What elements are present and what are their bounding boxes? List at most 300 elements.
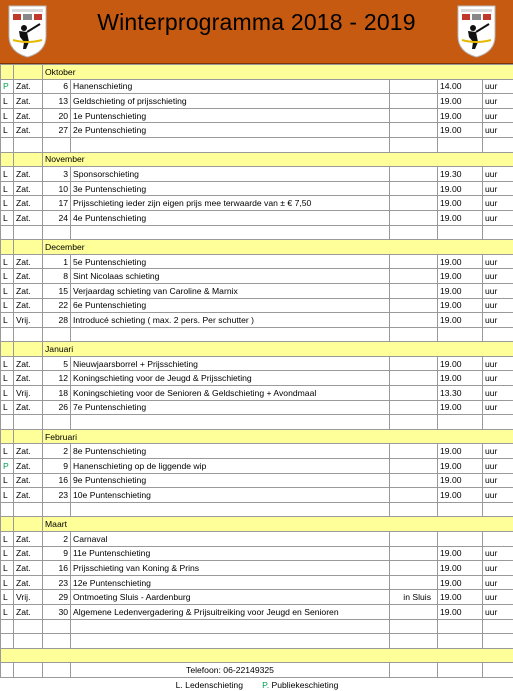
- empty-cell: [14, 225, 43, 240]
- event-date: 3: [43, 167, 71, 182]
- event-row: [1, 254, 513, 269]
- blank-row: [1, 137, 513, 152]
- event-weekday: Vrij.: [14, 590, 43, 605]
- event-time-unit: uur: [483, 181, 513, 196]
- empty-cell: [14, 327, 43, 342]
- event-row: [1, 283, 513, 298]
- event-time: 19.00: [438, 604, 483, 619]
- event-time-unit: uur: [483, 590, 513, 605]
- empty-cell: [71, 225, 390, 240]
- legend-publiekeschieting: P. Publiekeschieting: [262, 680, 338, 690]
- empty-cell: [14, 415, 43, 430]
- event-location-note: [390, 473, 438, 488]
- event-date: 28: [43, 313, 71, 328]
- empty-cell: [43, 327, 71, 342]
- empty-cell: [14, 634, 43, 649]
- event-description: 2e Puntenschieting: [71, 123, 390, 138]
- event-location-note: [390, 546, 438, 561]
- event-time-unit: uur: [483, 386, 513, 401]
- empty-cell: [390, 619, 438, 634]
- event-weekday: Vrij.: [14, 313, 43, 328]
- event-description: 5e Puntenschieting: [71, 254, 390, 269]
- event-description: 11e Puntenschieting: [71, 546, 390, 561]
- event-weekday: Zat.: [14, 108, 43, 123]
- event-time-unit: uur: [483, 254, 513, 269]
- blank-row: [1, 415, 513, 430]
- empty-cell: [438, 415, 483, 430]
- blank-row: [1, 619, 513, 634]
- empty-cell: [71, 619, 390, 634]
- event-location-note: [390, 532, 438, 547]
- event-date: 23: [43, 488, 71, 503]
- empty-cell: [14, 342, 43, 357]
- event-location-note: [390, 123, 438, 138]
- event-date: 16: [43, 561, 71, 576]
- club-emblem-icon: [456, 4, 497, 59]
- legend: [1, 677, 513, 691]
- month-name: November: [43, 152, 513, 167]
- event-time-unit: uur: [483, 298, 513, 313]
- empty-cell: [43, 502, 71, 517]
- month-name: Januari: [43, 342, 513, 357]
- event-description: Hanenschieting op de liggende wip: [71, 459, 390, 474]
- event-time-unit: uur: [483, 400, 513, 415]
- empty-cell: [483, 502, 513, 517]
- event-time: 19.00: [438, 94, 483, 109]
- event-date: 17: [43, 196, 71, 211]
- event-location-note: [390, 371, 438, 386]
- event-time-unit: uur: [483, 196, 513, 211]
- month-header-row: [1, 65, 513, 80]
- event-row: [1, 459, 513, 474]
- event-time-unit: uur: [483, 94, 513, 109]
- event-description: Hanenschieting: [71, 79, 390, 94]
- event-description: 3e Puntenschieting: [71, 181, 390, 196]
- event-time: 19.00: [438, 123, 483, 138]
- empty-cell: [71, 634, 390, 649]
- empty-cell: [43, 619, 71, 634]
- event-date: 10: [43, 181, 71, 196]
- event-type-code: L: [1, 94, 14, 109]
- event-date: 20: [43, 108, 71, 123]
- event-date: 27: [43, 123, 71, 138]
- event-date: 8: [43, 269, 71, 284]
- event-time: 19.00: [438, 196, 483, 211]
- event-description: 9e Puntenschieting: [71, 473, 390, 488]
- event-time: 19.00: [438, 459, 483, 474]
- event-row: [1, 298, 513, 313]
- event-time-unit: uur: [483, 79, 513, 94]
- event-location-note: [390, 400, 438, 415]
- empty-cell: [438, 634, 483, 649]
- event-time: 19.00: [438, 108, 483, 123]
- event-weekday: Zat.: [14, 459, 43, 474]
- event-time-unit: uur: [483, 473, 513, 488]
- event-location-note: [390, 196, 438, 211]
- empty-cell: [390, 502, 438, 517]
- empty-cell: [14, 137, 43, 152]
- event-row: [1, 269, 513, 284]
- month-header-row: [1, 240, 513, 255]
- event-description: 6e Puntenschieting: [71, 298, 390, 313]
- event-weekday: Zat.: [14, 546, 43, 561]
- event-description: Nieuwjaarsborrel + Prijsschieting: [71, 356, 390, 371]
- empty-cell: [43, 137, 71, 152]
- empty-cell: [438, 225, 483, 240]
- empty-cell: [43, 634, 71, 649]
- event-type-code: L: [1, 123, 14, 138]
- empty-cell: [390, 634, 438, 649]
- event-row: [1, 546, 513, 561]
- event-weekday: Zat.: [14, 181, 43, 196]
- event-type-code: L: [1, 400, 14, 415]
- event-type-code: L: [1, 254, 14, 269]
- empty-cell: [1, 619, 14, 634]
- page-title: Winterprogramma 2018 - 2019: [0, 9, 513, 36]
- event-time-unit: uur: [483, 167, 513, 182]
- event-time-unit: uur: [483, 459, 513, 474]
- event-location-note: [390, 108, 438, 123]
- empty-cell: [438, 663, 483, 678]
- event-time: 19.00: [438, 371, 483, 386]
- event-row: [1, 181, 513, 196]
- event-location-note: [390, 269, 438, 284]
- event-weekday: Zat.: [14, 444, 43, 459]
- empty-cell: [1, 502, 14, 517]
- event-date: 2: [43, 532, 71, 547]
- event-weekday: Zat.: [14, 561, 43, 576]
- event-time: 19.00: [438, 283, 483, 298]
- event-weekday: Zat.: [14, 532, 43, 547]
- empty-cell: [43, 415, 71, 430]
- event-time: 19.00: [438, 210, 483, 225]
- event-location-note: [390, 167, 438, 182]
- event-time-unit: uur: [483, 210, 513, 225]
- empty-cell: [43, 663, 71, 678]
- event-location-note: in Sluis: [390, 590, 438, 605]
- empty-cell: [14, 240, 43, 255]
- event-date: 29: [43, 590, 71, 605]
- event-location-note: [390, 181, 438, 196]
- event-weekday: Zat.: [14, 400, 43, 415]
- event-date: 12: [43, 371, 71, 386]
- event-weekday: Zat.: [14, 269, 43, 284]
- event-description: 10e Puntenschieting: [71, 488, 390, 503]
- event-time: 19.00: [438, 269, 483, 284]
- event-description: Sponsorschieting: [71, 167, 390, 182]
- month-name: Maart: [43, 517, 513, 532]
- event-time-unit: uur: [483, 356, 513, 371]
- event-row: [1, 94, 513, 109]
- event-time-unit: uur: [483, 123, 513, 138]
- event-date: 26: [43, 400, 71, 415]
- event-row: [1, 604, 513, 619]
- empty-cell: [1, 415, 14, 430]
- event-time: 19.00: [438, 356, 483, 371]
- event-time: [438, 532, 483, 547]
- event-weekday: Zat.: [14, 94, 43, 109]
- event-type-code: L: [1, 356, 14, 371]
- event-description: Carnaval: [71, 532, 390, 547]
- event-time-unit: uur: [483, 488, 513, 503]
- empty-cell: [483, 327, 513, 342]
- empty-cell: [438, 137, 483, 152]
- empty-cell: [14, 152, 43, 167]
- empty-cell: [71, 502, 390, 517]
- empty-cell: [483, 225, 513, 240]
- event-time: 14.00: [438, 79, 483, 94]
- page-header: [0, 0, 513, 64]
- month-name: December: [43, 240, 513, 255]
- event-description: Koningschieting voor de Senioren & Geldschieting + Avondmaal: [71, 386, 390, 401]
- empty-cell: [390, 137, 438, 152]
- event-description: Geldschieting of prijsschieting: [71, 94, 390, 109]
- event-description: Sint Nicolaas schieting: [71, 269, 390, 284]
- event-time: 19.00: [438, 313, 483, 328]
- event-row: [1, 561, 513, 576]
- empty-cell: [14, 517, 43, 532]
- event-weekday: Zat.: [14, 196, 43, 211]
- empty-cell: [71, 415, 390, 430]
- event-type-code: L: [1, 488, 14, 503]
- event-date: 5: [43, 356, 71, 371]
- event-weekday: Zat.: [14, 488, 43, 503]
- event-type-code: L: [1, 108, 14, 123]
- phone-number: Telefoon: 06-22149325: [71, 663, 390, 678]
- empty-cell: [390, 415, 438, 430]
- event-row: [1, 196, 513, 211]
- event-weekday: Zat.: [14, 298, 43, 313]
- event-description: 8e Puntenschieting: [71, 444, 390, 459]
- event-location-note: [390, 94, 438, 109]
- event-time-unit: uur: [483, 444, 513, 459]
- event-location-note: [390, 79, 438, 94]
- blank-row: [1, 225, 513, 240]
- event-row: [1, 473, 513, 488]
- event-type-code: L: [1, 561, 14, 576]
- empty-cell: [1, 137, 14, 152]
- event-type-code: L: [1, 575, 14, 590]
- event-location-note: [390, 604, 438, 619]
- event-location-note: [390, 283, 438, 298]
- event-date: 2: [43, 444, 71, 459]
- event-type-code: L: [1, 269, 14, 284]
- empty-cell: [71, 137, 390, 152]
- event-date: 22: [43, 298, 71, 313]
- event-date: 15: [43, 283, 71, 298]
- empty-cell: [1, 65, 14, 80]
- event-weekday: Zat.: [14, 210, 43, 225]
- event-description: Koningschieting voor de Jeugd & Prijsschieting: [71, 371, 390, 386]
- event-date: 13: [43, 94, 71, 109]
- event-row: [1, 575, 513, 590]
- event-type-code: L: [1, 210, 14, 225]
- event-time-unit: uur: [483, 313, 513, 328]
- event-location-note: [390, 561, 438, 576]
- event-time: 19.00: [438, 444, 483, 459]
- event-type-code: L: [1, 181, 14, 196]
- event-date: 6: [43, 79, 71, 94]
- month-name: Februari: [43, 429, 513, 444]
- event-time-unit: uur: [483, 546, 513, 561]
- event-description: Verjaardag schieting van Caroline & Marnix: [71, 283, 390, 298]
- event-location-note: [390, 488, 438, 503]
- empty-cell: [1, 225, 14, 240]
- empty-cell: [390, 225, 438, 240]
- event-weekday: Zat.: [14, 123, 43, 138]
- empty-cell: [14, 502, 43, 517]
- empty-cell: [483, 663, 513, 678]
- empty-cell: [1, 648, 513, 663]
- event-type-code: L: [1, 283, 14, 298]
- empty-cell: [1, 152, 14, 167]
- empty-cell: [43, 225, 71, 240]
- event-time-unit: [483, 532, 513, 547]
- empty-cell: [390, 327, 438, 342]
- event-weekday: Vrij.: [14, 386, 43, 401]
- empty-cell: [390, 663, 438, 678]
- event-weekday: Zat.: [14, 167, 43, 182]
- event-type-code: L: [1, 532, 14, 547]
- event-type-code: L: [1, 590, 14, 605]
- event-row: [1, 313, 513, 328]
- blank-row: [1, 502, 513, 517]
- event-time-unit: uur: [483, 604, 513, 619]
- empty-cell: [1, 663, 14, 678]
- event-date: 16: [43, 473, 71, 488]
- event-description: Introducé schieting ( max. 2 pers. Per schutter ): [71, 313, 390, 328]
- event-time-unit: uur: [483, 561, 513, 576]
- event-description: Algemene Ledenvergadering & Prijsuitreiking voor Jeugd en Senioren: [71, 604, 390, 619]
- empty-cell: [14, 619, 43, 634]
- empty-cell: [14, 429, 43, 444]
- footer-row: [1, 663, 513, 678]
- event-description: Prijsschieting ieder zijn eigen prijs mee terwaarde van ± € 7,50: [71, 196, 390, 211]
- event-row: [1, 356, 513, 371]
- event-date: 24: [43, 210, 71, 225]
- footer-highlight-row: [1, 648, 513, 663]
- event-time: 19.00: [438, 488, 483, 503]
- event-date: 23: [43, 575, 71, 590]
- month-name: Oktober: [43, 65, 513, 80]
- event-description: 4e Puntenschieting: [71, 210, 390, 225]
- event-time-unit: uur: [483, 108, 513, 123]
- event-date: 18: [43, 386, 71, 401]
- event-date: 30: [43, 604, 71, 619]
- event-time: 19.00: [438, 254, 483, 269]
- legend-ledenschieting: L. Ledenschieting: [176, 680, 243, 690]
- month-header-row: [1, 429, 513, 444]
- blank-row: [1, 634, 513, 649]
- event-time-unit: uur: [483, 283, 513, 298]
- event-description: 1e Puntenschieting: [71, 108, 390, 123]
- event-type-code: L: [1, 313, 14, 328]
- event-location-note: [390, 210, 438, 225]
- event-type-code: L: [1, 196, 14, 211]
- event-time: 19.00: [438, 575, 483, 590]
- event-row: [1, 167, 513, 182]
- event-row: [1, 400, 513, 415]
- event-weekday: Zat.: [14, 254, 43, 269]
- event-time: 19.00: [438, 546, 483, 561]
- event-time: 19.00: [438, 181, 483, 196]
- event-weekday: Zat.: [14, 371, 43, 386]
- event-type-code: L: [1, 371, 14, 386]
- event-time: 19.00: [438, 298, 483, 313]
- event-date: 9: [43, 459, 71, 474]
- event-row: [1, 590, 513, 605]
- event-location-note: [390, 298, 438, 313]
- event-weekday: Zat.: [14, 356, 43, 371]
- event-type-code: L: [1, 386, 14, 401]
- empty-cell: [71, 327, 390, 342]
- event-row: [1, 123, 513, 138]
- event-weekday: Zat.: [14, 575, 43, 590]
- event-description: Prijsschieting van Koning & Prins: [71, 561, 390, 576]
- month-header-row: [1, 152, 513, 167]
- event-weekday: Zat.: [14, 79, 43, 94]
- empty-cell: [1, 327, 14, 342]
- event-location-note: [390, 254, 438, 269]
- event-location-note: [390, 356, 438, 371]
- empty-cell: [438, 502, 483, 517]
- month-header-row: [1, 342, 513, 357]
- event-type-code: P: [1, 459, 14, 474]
- event-time-unit: uur: [483, 575, 513, 590]
- event-type-code: L: [1, 546, 14, 561]
- empty-cell: [1, 240, 14, 255]
- event-time: 19.00: [438, 400, 483, 415]
- empty-cell: [483, 137, 513, 152]
- empty-cell: [438, 327, 483, 342]
- event-time: 13.30: [438, 386, 483, 401]
- event-type-code: L: [1, 167, 14, 182]
- event-type-code: L: [1, 604, 14, 619]
- empty-cell: [483, 619, 513, 634]
- blank-row: [1, 327, 513, 342]
- event-row: [1, 532, 513, 547]
- event-time: 19.00: [438, 561, 483, 576]
- event-time: 19.00: [438, 473, 483, 488]
- event-type-code: L: [1, 473, 14, 488]
- month-header-row: [1, 517, 513, 532]
- event-description: Ontmoeting Sluis - Aardenburg: [71, 590, 390, 605]
- event-location-note: [390, 575, 438, 590]
- event-location-note: [390, 444, 438, 459]
- empty-cell: [14, 663, 43, 678]
- legend-row: [1, 677, 513, 691]
- event-weekday: Zat.: [14, 473, 43, 488]
- event-time: 19.30: [438, 167, 483, 182]
- empty-cell: [1, 634, 14, 649]
- event-type-code: P: [1, 79, 14, 94]
- empty-cell: [1, 429, 14, 444]
- empty-cell: [438, 619, 483, 634]
- event-row: [1, 371, 513, 386]
- empty-cell: [483, 415, 513, 430]
- event-row: [1, 108, 513, 123]
- event-location-note: [390, 313, 438, 328]
- event-weekday: Zat.: [14, 604, 43, 619]
- event-location-note: [390, 459, 438, 474]
- event-row: [1, 210, 513, 225]
- event-row: [1, 444, 513, 459]
- empty-cell: [1, 517, 14, 532]
- event-date: 9: [43, 546, 71, 561]
- event-time-unit: uur: [483, 371, 513, 386]
- program-table: [0, 64, 513, 691]
- event-row: [1, 386, 513, 401]
